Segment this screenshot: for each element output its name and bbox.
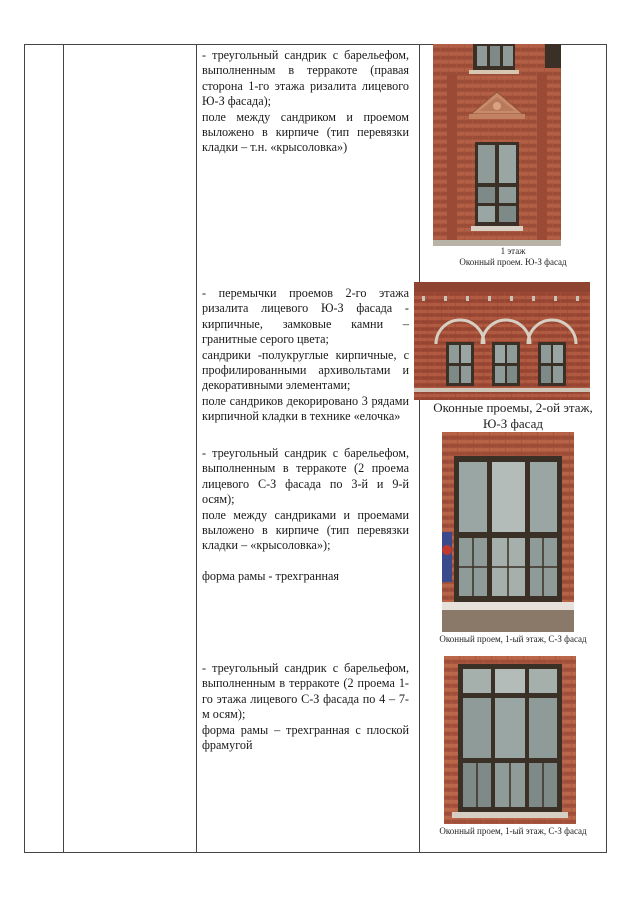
window-photo-image (442, 432, 574, 632)
window-photo-image (444, 656, 576, 824)
row-1-caption-line-1: 1 этаж (500, 246, 526, 256)
row-3-paragraph-2: поле между сандриками и проемами выложено в кирпиче (тип перевязки кладки – «крысоловка»); (202, 507, 409, 553)
window-photo-image (414, 282, 590, 400)
row-4-paragraph-2: форма рамы – трехгранная с плоской фрамугой (202, 722, 409, 753)
row-1-paragraph-1: - треугольный сандрик с барельефом, выполненным в терракоте (правая сторона 1-го этажа ризалита лицевого Ю-З фасада); (202, 48, 409, 109)
row-1-caption-line-2: Оконный проем. Ю-З фасад (459, 257, 567, 267)
table-col-divider-1 (63, 44, 64, 853)
row-4-caption-line-1: Оконный проем, 1-ый этаж, С-З фасад (439, 826, 587, 836)
row-3-description (202, 446, 409, 585)
row-3-paragraph-1: - треугольный сандрик с барельефом, выполненным в терракоте (2 проема лицевого С-З фасада по 3-й и 9-й осям); (202, 446, 409, 507)
row-2-photo (414, 282, 590, 400)
row-2-description (202, 286, 409, 425)
row-4-caption (420, 826, 606, 837)
row-3-caption-line-1: Оконный проем, 1-ый этаж, С-З фасад (439, 634, 587, 644)
table-border-left (24, 44, 25, 853)
row-2-paragraph-1: - перемычки проемов 2-го этажа ризалита лицевого Ю-З фасада - кирпичные, замковые камни – гранитные серого цвета; (202, 286, 409, 347)
row-1-paragraph-2: поле между сандриком и проемом выложено в кирпиче (тип перевязки кладки – т.н. «крысоловка») (202, 109, 409, 155)
row-3-caption (420, 634, 606, 645)
row-2-caption-line-2: Ю-З фасад (483, 416, 543, 431)
table-col-divider-3 (419, 44, 420, 853)
row-4-description (202, 661, 409, 753)
table-col-divider-2 (196, 44, 197, 853)
window-photo-image (433, 44, 561, 246)
table-border-right (606, 44, 607, 853)
row-1-photo (433, 44, 561, 246)
row-3-paragraph-4: форма рамы - трехгранная (202, 569, 340, 584)
row-3-paragraph-3 (202, 554, 409, 569)
row-2-paragraph-2: сандрики -полукруглые кирпичные, с профилированными архивольтами и декоративными элементами; (202, 347, 409, 393)
row-3-photo (442, 432, 574, 632)
row-4-photo (444, 656, 576, 824)
row-2-caption-line-1: Оконные проемы, 2-ой этаж, (433, 400, 593, 415)
row-1-caption (420, 246, 606, 268)
row-2-caption (420, 400, 606, 432)
row-1-description (202, 48, 409, 156)
table-border-bottom (24, 852, 607, 853)
row-4-paragraph-1: - треугольный сандрик с барельефом, выполненным в терракоте (2 проема 1-го этажа лицевого С-З фасада по 4 – 7-м осям); (202, 661, 409, 722)
row-2-paragraph-3: поле сандриков декорировано 3 рядами кирпичной кладки в технике «елочка» (202, 393, 409, 424)
